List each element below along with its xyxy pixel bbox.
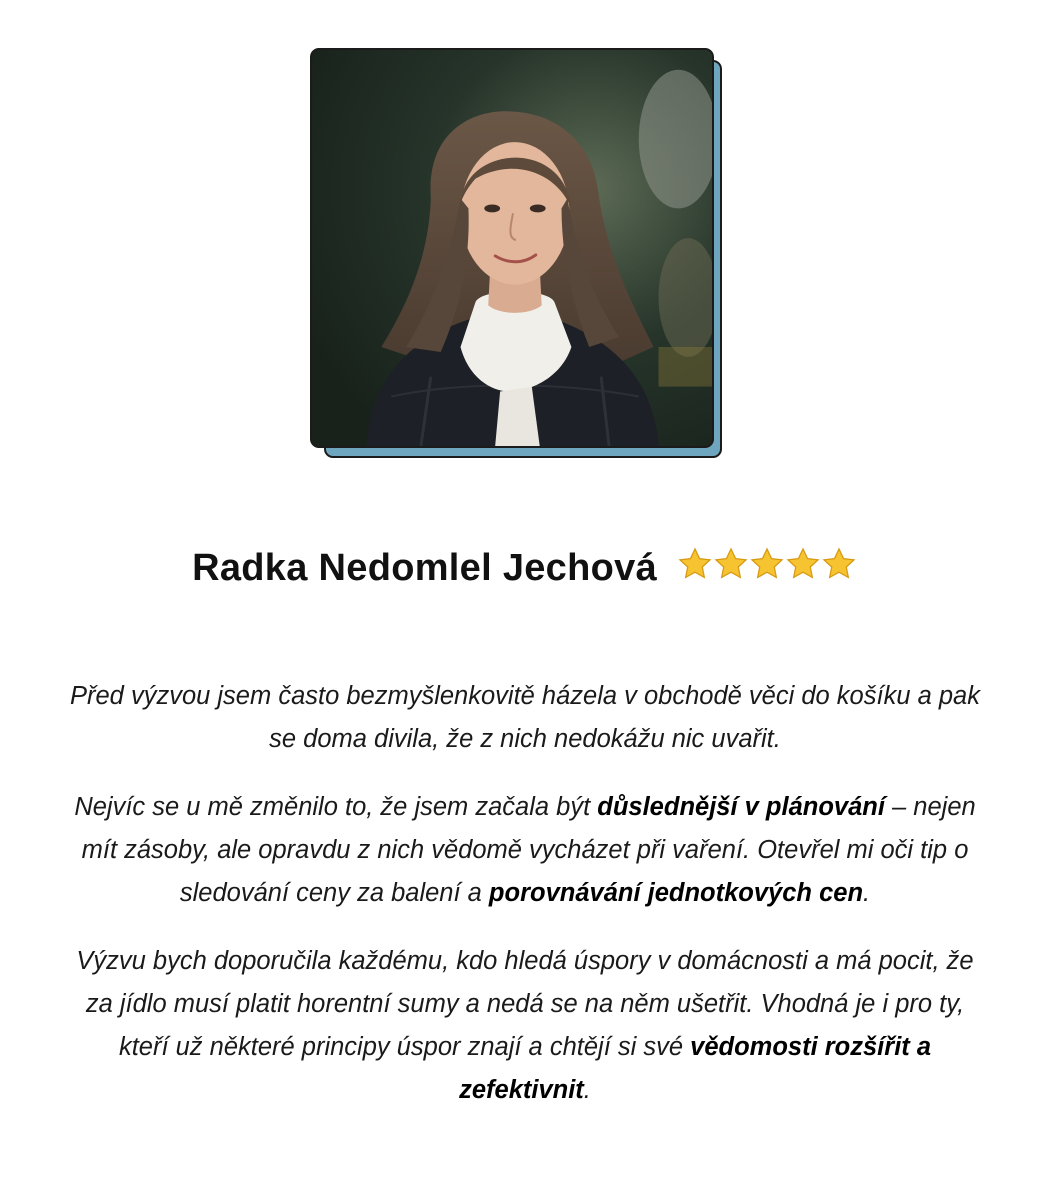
testimonial-text xyxy=(70,675,980,1137)
rating-stars xyxy=(678,543,858,599)
testimonial-paragraph-3 xyxy=(70,940,980,1112)
testimonial-paragraph-2 xyxy=(70,786,980,915)
reviewer-name: Radka Nedomlel Jechová xyxy=(192,547,658,589)
text-segment: Nejvíc se u mě změnilo to, že jsem začala být xyxy=(74,793,598,821)
emphasis-text: porovnávání jednotkových cen xyxy=(488,879,864,907)
emphasis-text: důslednější v plánování xyxy=(597,793,885,821)
star-icon xyxy=(748,545,786,583)
profile-photo-frame xyxy=(310,48,724,462)
text-segment: Před výzvou jsem často bezmyšlenkovitě házela v obchodě věci do košíku a pak se doma divila, že z nich nedokážu nic uvařit. xyxy=(70,682,980,753)
profile-photo xyxy=(310,48,714,448)
star-icon xyxy=(784,545,822,583)
star-icon xyxy=(676,545,714,583)
text-segment: Výzvu bych doporučila každému, kdo hledá úspory v domácnosti a má pocit, že za jídlo musí platit horentní sumy a nedá se na něm ušetřit. Vhodná je i pro ty, kteří už některé principy úspor znají a chtějí si své xyxy=(76,947,974,1061)
text-segment: . xyxy=(863,879,871,907)
reviewer-heading xyxy=(0,540,1050,599)
star-icon xyxy=(820,545,858,583)
star-icon xyxy=(712,545,750,583)
text-segment: . xyxy=(583,1076,591,1104)
emphasis-text: vědomosti rozšířit a zefektivnit xyxy=(459,1033,932,1104)
text-segment: – nejen mít zásoby, ale opravdu z nich vědomě vycházet při vaření. Otevřel mi oči tip o sledování ceny za balení a xyxy=(81,793,976,907)
testimonial-paragraph-1 xyxy=(70,675,980,761)
